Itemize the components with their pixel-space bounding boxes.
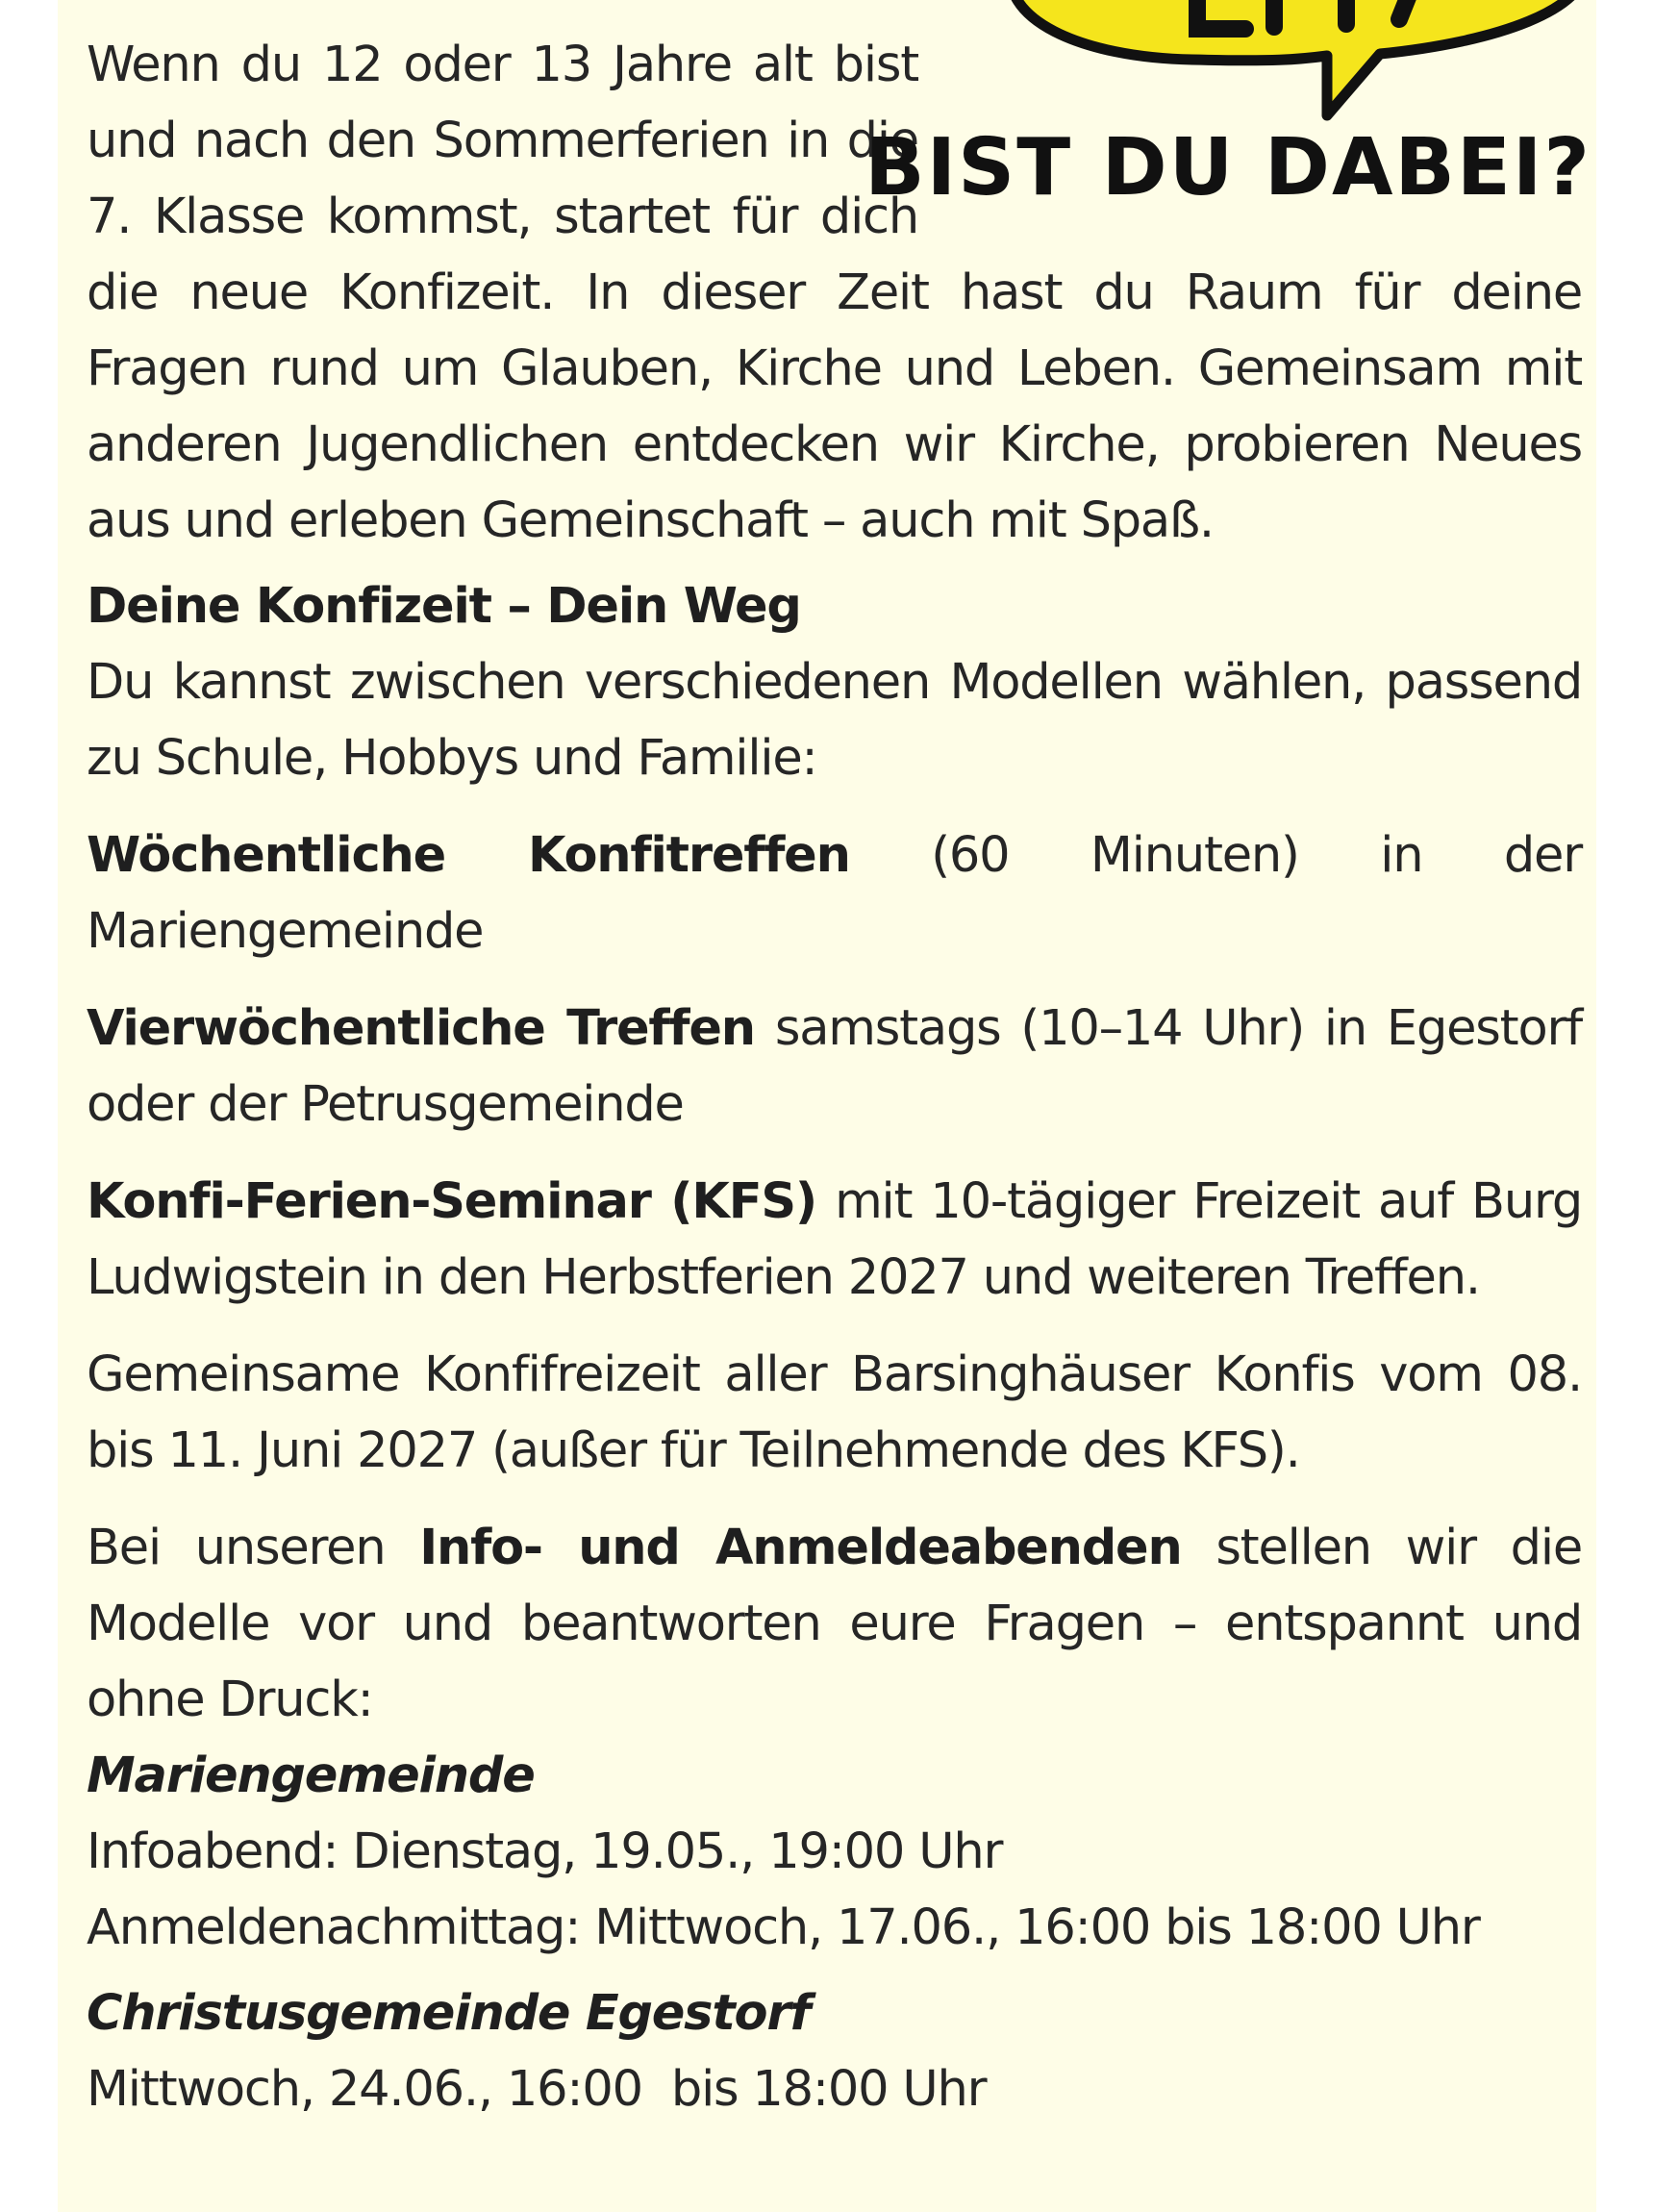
model-item bbox=[87, 991, 1582, 1143]
model-title: Vierwöchentliche Treffen bbox=[87, 1000, 755, 1057]
model-item bbox=[87, 1164, 1582, 1316]
info-before: Bei unseren bbox=[87, 1520, 420, 1576]
event-place bbox=[87, 1738, 1582, 1814]
model-item bbox=[87, 817, 1582, 969]
info-paragraph bbox=[87, 1510, 1582, 1738]
freizeit-paragraph: Gemeinsame Konfifreizeit aller Barsinghäuser Konfis vom 08. bis 11. Juni 2027 (außer für Teilnehmende des KFS). bbox=[87, 1346, 1582, 1479]
section-text: Du kannst zwischen verschiedenen Modellen wählen, passend zu Schule, Hobbys und Familie: bbox=[87, 654, 1582, 787]
section-heading-text: Deine Konfizeit – Dein Weg bbox=[87, 578, 801, 635]
model-title: Konfi-Ferien-Seminar (KFS) bbox=[87, 1173, 816, 1230]
slogan: BIST DU DABEI? bbox=[865, 122, 1591, 214]
info-after: stellen wir die Modelle vor und beantworten eure Fragen – entspannt und ohne Druck: bbox=[87, 1520, 1582, 1728]
event-place bbox=[87, 1975, 1582, 2051]
model-text: (60 Minuten) in der Mariengemeinde bbox=[87, 827, 1582, 960]
konfizeit-logo bbox=[865, 0, 1591, 219]
event-line: Anmeldenachmittag: Mittwoch, 17.06., 16:00 bis 18:00 Uhr bbox=[87, 1899, 1480, 1956]
event-line: Mittwoch, 24.06., 16:00 bis 18:00 Uhr bbox=[87, 2061, 987, 2118]
intro-paragraph: Wenn du 12 oder 13 Jahre alt bist und nach den Sommerferien in die 7. Klasse kommst, startet für dich die neue Konfizeit. In dieser Zeit hast du Raum für deine Fragen rund um Glauben, Kirche und Leben. Gemeinsam mit anderen Jugendlichen entdecken wir Kirche, probieren Neues aus und erleben Gemeinschaft – auch mit Spaß. bbox=[87, 37, 1582, 549]
speech-bubble-shape bbox=[1011, 0, 1587, 115]
model-text: samstags (10–14 Uhr) in Egestorf oder der Petrusgemeinde bbox=[87, 1000, 1583, 1133]
section-heading bbox=[87, 568, 1582, 644]
article-body bbox=[87, 27, 1591, 2127]
info-bold: Info- und Anmeldeabenden bbox=[419, 1520, 1182, 1576]
event-line: Infoabend: Dienstag, 19.05., 19:00 Uhr bbox=[87, 1823, 1003, 1880]
event-place-name: Christusgemeinde Egestorf bbox=[87, 1985, 811, 2042]
model-title: Wöchentliche Konfitreffen bbox=[87, 827, 850, 884]
model-text: mit 10-tägiger Freizeit auf Burg Ludwigstein in den Herbstferien 2027 und weiteren Treffen. bbox=[87, 1173, 1582, 1306]
event-place-name: Mariengemeinde bbox=[87, 1747, 535, 1804]
